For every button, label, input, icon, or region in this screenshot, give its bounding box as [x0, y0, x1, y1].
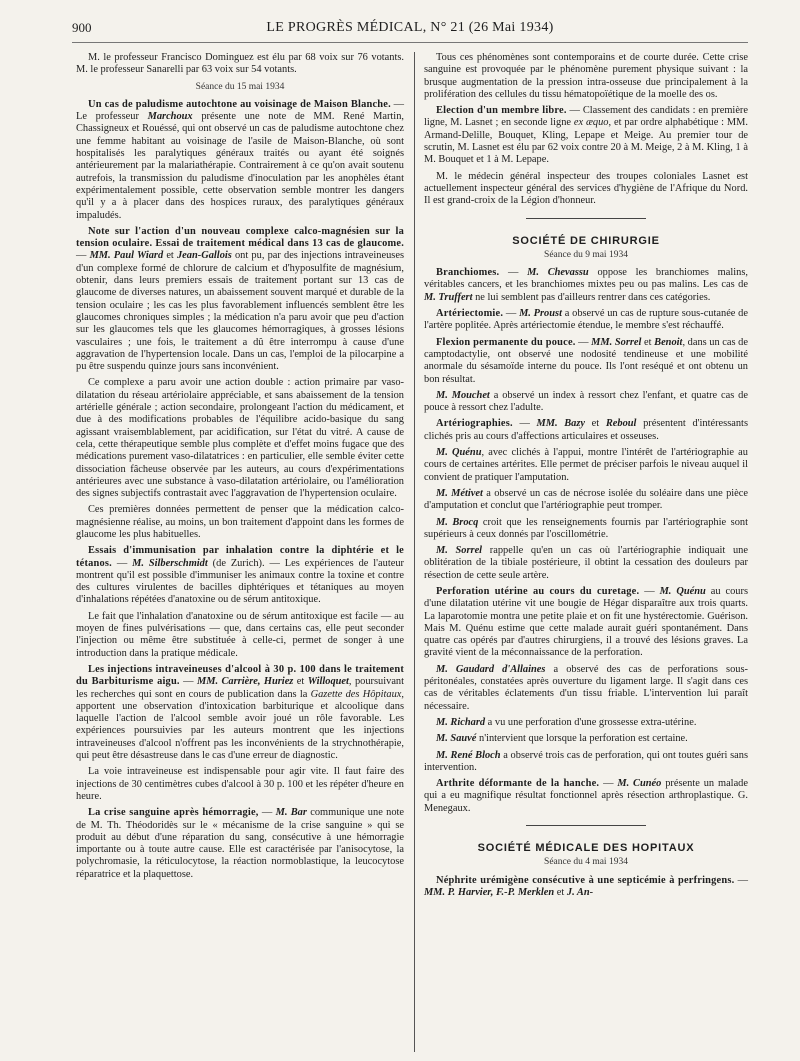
article-branchiomes: Branchiomes. — M. Chevassu oppose les branchiomes malins, véritables cancers, et les branchiomes mixtes peu ou pas malins. Les cas de M. Truffert ne lui semblent pas d'ailleurs rentrer dans ces catégories.: [424, 267, 748, 303]
page-header: [72, 20, 748, 42]
author: MM. Paul Wiard: [89, 250, 164, 262]
article-arteriographies: Artériographies. — MM. Bazy et Reboul présentent d'intéressants clichés pris au cours d'affections articulaires et osseuses.: [424, 418, 748, 442]
paragraph: M. Sauvé n'intervient que lorsque la perforation est certaine.: [436, 733, 688, 745]
article-crise-sanguine: La crise sanguine après hémorragie, — M. Bar communique une note de M. Th. Théodoridès sur le « mécanisme de la crise sanguine » qui se produit au début d'une réparation du sang, consécutive à une hémorragie importante ou à toute autre cause. Elle est caractérisée par l'anisocytose, la polychromasie, la réticulocytose, la réaction normoblastique, la leucocytose réparatrice et la plaquettose.: [76, 807, 405, 880]
right-column: [424, 52, 748, 903]
signature: G. Menegaux.: [424, 790, 748, 814]
journal-name: Gazette des Hôpitaux: [310, 688, 402, 700]
article-barbiturisme: Les injections intraveineuses d'alcool à 30 p. 100 dans le traitement du Barbiturisme aigu. — MM. Carrière, Huriez et Willoquet, poursuivant les recherches qui sont en cours de publication dans la Gazette des Hôpitaux, apportent une observation d'intoxication barbiturique et alcoolique dans laquelle l'action de l'alcool semble avoir joué un rôle favorable. Les expériences poursuivies par les auteurs montrent que les injections intraveineuses d'alcool n'offrent pas les inconvénients de la strychnothérapie, qui peut être désastreuse dans le cas d'une erreur de diagnostic.: [76, 663, 405, 762]
article-title: Branchiomes.: [436, 267, 500, 279]
article-paludisme: Un cas de paludisme autochtone au voisinage de Maison Blanche. — Le professeur Marchoux présente une note de MM. René Martin, Chassigneux et Rouéssé, qui ont observé un cas de paludisme autochtone chez une femme habitant au voisinage de l'asile de Maison-Blanche, où sont hospitalisés les paralytiques généraux traités ou ayant été soignés antérieurement par la malariathérapie. Contrairement à ce qu'on avait soutenu autrefois, la transmission du paludisme d'inoculation par les anophèles étant expérimentalement possible, cette observation semble montrer les dangers qu'il y a à placer dans des hospices ruraux, des paralytiques généraux impaludés.: [76, 98, 404, 221]
article-perforation: Perforation utérine au cours du curetage. — M. Quénu au cours d'une dilatation utérine vit une bougie de Hégar disparaître aux trois quarts. La laparotomie montra une petite plaie et on fit une hystérectomie. Guérison. Mais M. Quénu estime que cette malade aurait guéri spontanément. Dans quatre cas opérés par d'autres chirurgiens, il a trouvé des lésions graves. La gravité vient de la méconnaissance de la perforation.: [424, 585, 748, 659]
author: Reboul: [605, 418, 637, 430]
article-title: Perforation utérine au cours du curetage.: [436, 585, 640, 597]
author: Jean-Gallois: [176, 250, 232, 262]
society-heading-chirurgie: SOCIÉTÉ DE CHIRURGIE: [512, 234, 660, 247]
article-nephrite: Néphrite urémigène consécutive à une septicémie à perfringens. — MM. P. Harvier, F.-P. Merklen et J. An-: [424, 874, 748, 898]
author: M. Quénu: [436, 447, 482, 459]
session-date: Séance du 15 mai 1934: [195, 81, 285, 92]
header-rule: [72, 42, 748, 43]
author: M. Bar: [275, 807, 307, 819]
paragraph: M. Richard a vu une perforation d'une grossesse extra-utérine.: [436, 716, 697, 728]
paragraph: M. Brocq croit que les renseignements fournis par l'artériographie sont supérieurs à ceux donnés par l'oscillométrie.: [424, 516, 748, 540]
article-title: Artériographies.: [436, 418, 513, 430]
section-rule: [526, 218, 646, 219]
paragraph: Le fait que l'inhalation d'anatoxine ou de sérum antitoxique est facile — au moyen de fines pulvérisations — que, dans certains cas, elle peut seconder l'injection ou même être substituée à celle-ci, permet de songer à une introduction dans la pratique médicale.: [76, 610, 404, 659]
running-title: LE PROGRÈS MÉDICAL, N° 21 (26 Mai 1934): [266, 20, 554, 35]
society-heading-hopitaux: SOCIÉTÉ MÉDICALE DES HOPITAUX: [477, 842, 695, 855]
paragraph: Ce complexe a paru avoir une action double : action primaire par vaso-dilatation du réseau artériolaire appréciable, et sans abaissement de la tension artérielle générale ; action secondaire, prolongeant l'action du médicament, et due à des modifications probables de l'équilibre acido-basique du sang agissant vraisemblablement, par acidification, sur l'état du vitré. A cause de cela, cette thérapeutique semble plus complète et d'effet moins fugace que des médications purement vaso-dilatatrices : en particulier, elle semble éviter cette dissociation fâcheuse observée par les auteurs, au cours d'expérimentations antérieures avec une substance à vaso-dilatation artériolaire, ou l'amélioration des signes subjectifs contrastait avec l'aggravation de l'hypertension oculaire.: [76, 377, 404, 500]
article-election: Election d'un membre libre. — Classement des candidats : en première ligne, M. Lasnet ; en seconde ligne ex æquo, et par ordre alphabétique : MM. Armand-Delille, Bouquet, Kling, Lepape et Meige. Au premier tour de scrutin, M. Lasnet est élu par 62 voix contre 20 à M. Meige, 2 à M. Kling, 1 à M. Bouquet et 1 à M. Lepape.: [424, 105, 749, 166]
author: M. Richard: [436, 716, 486, 728]
section-rule: [526, 825, 646, 826]
author: Benoit: [654, 336, 683, 348]
author: Willoquet: [307, 676, 349, 688]
article-title: La crise sanguine après hémorragie,: [88, 807, 259, 819]
author: MM. P. Harvier, F.-P. Merklen: [424, 886, 555, 898]
author: M. René Bloch: [436, 749, 501, 761]
paragraph: M. Sorrel rappelle qu'en un cas où l'artériographie indiquait une oblitération de la tibiale postérieure, il obtint la cessation des douleurs par résection de cette seule artère.: [424, 545, 748, 581]
author: M. Proust: [519, 308, 562, 320]
article-title: Les injections intraveineuses d'alcool à 30 p. 100 dans le traitement du Barbiturisme aigu.: [76, 663, 404, 688]
author: M. Sorrel: [436, 545, 483, 557]
paragraph: M. Gaudard d'Allaines a observé des cas de perforations sous-péritonéales, constatées après ouverture du ligament large. Il s'agit dans ces cas de véritables éclatements d'un tissu friable. L'intervention lui paraît nécessaire.: [424, 663, 748, 712]
author: M. Brocq: [436, 516, 479, 528]
article-title: Arthrite déformante de la hanche.: [436, 778, 600, 790]
session-date: Séance du 4 mai 1934: [544, 857, 628, 868]
column-divider: [414, 52, 415, 1052]
author: M. Mouchet: [436, 389, 490, 401]
author: M. Chevassu: [527, 267, 589, 279]
paragraph: Tous ces phénomènes sont contemporains et de courte durée. Cette crise sanguine est provoquée par le phénomène purement physique suivant : la brusque augmentation de la pression intra-osseuse due principalement à la prolifération des cellules du tissu hématopoïétique de la moelle des os.: [424, 52, 748, 100]
paragraph: La voie intraveineuse est indispensable pour agir vite. Il faut faire des injections de 30 centimètres cubes d'alcool à 30 p. 100 et les répéter d'heure en heure.: [76, 766, 404, 802]
paragraph: M. Métivet a observé un cas de nécrose isolée du soléaire dans une pièce d'amputation et conclut que l'artériographie peut tromper.: [424, 487, 749, 512]
article-title: Flexion permanente du pouce.: [436, 336, 576, 348]
author: MM. Carrière, Huriez: [197, 676, 294, 688]
author: M. Sauvé: [436, 733, 477, 745]
article-immunisation: Essais d'immunisation par inhalation contre la diphtérie et le tétanos. — M. Silberschmidt (de Zurich). — Les expériences de l'auteur montrent qu'il est possible d'immuniser les animaux contre la toxine et contre des cultures virulentes de bacilles diphtériques et tétaniques au moyen d'inhalations répétées d'anatoxine ou de sérum antitoxique.: [76, 545, 404, 606]
author: M. Gaudard d'Allaines: [436, 663, 546, 675]
paragraph: M. Mouchet a observé un index à ressort chez l'enfant, et quatre cas de pouce à ressort chez l'adulte.: [424, 389, 748, 414]
author: M. Silberschmidt: [132, 557, 208, 569]
election-results: M. le professeur Francisco Dominguez est élu par 68 voix sur 76 votants. M. le professeur Sanarelli par 63 voix sur 54 votants.: [76, 52, 404, 76]
article-title: Note sur l'action d'un nouveau complexe calco-magnésien sur la tension oculaire. Essai de traitement médical dans 13 cas de glaucome.: [76, 225, 404, 250]
article-arteriectomie: Artériectomie. — M. Proust a observé un cas de rupture sous-cutanée de l'artère poplitée. Après artériectomie étendue, le membre s'est réchauffé.: [424, 308, 748, 332]
article-flexion-pouce: Flexion permanente du pouce. — MM. Sorrel et Benoit, dans un cas de camptodactylie, ont observé une nodosité tendineuse et une mobilité anormale du sésamoïde interne du pouce. Ils l'ont reséqué et ont obtenu un bon résultat.: [424, 336, 748, 385]
paragraph: M. René Bloch a observé trois cas de perforation, qui ont toutes guéri sans intervention.: [424, 749, 748, 773]
article-title: Artériectomie.: [436, 308, 504, 320]
author: M. Quénu: [659, 585, 706, 597]
session-date: Séance du 9 mai 1934: [544, 249, 628, 260]
paragraph: M. le médecin général inspecteur des troupes coloniales Lasnet est actuellement inspecteur général des services d'hygiène de l'Afrique du Nord. Il est grand-croix de la Légion d'honneur.: [424, 170, 748, 207]
author: J. An-: [566, 886, 594, 898]
author: M. Cunéo: [617, 778, 662, 790]
article-glaucome: Note sur l'action d'un nouveau complexe calco-magnésien sur la tension oculaire. Essai de traitement médical dans 13 cas de glaucome. — MM. Paul Wiard et Jean-Gallois ont pu, par des injections intraveineuses d'un complexe formé de chlorure de calcium et d'hyposulfite de magnésium, obtenir, dans leurs premiers essais de traitement portant sur 13 cas de glaucome de diverses natures, un abaissement souvent marqué et durable de la tension oculaire ; les cas les plus favorablement influencés semblent être les glaucomes chroniques simples ; la médication n'a paru avoir que peu d'action sur les glaucomes tels que les glaucomes hémorragiques, à grosses lésions vasculaires ; une fois, le traitement a dû être interrompu à cause d'une aggravation de l'hypertension locale. Dans un cas, l'emploi de la pilocarpine a pu être suspendu quinze jours sans inconvénient.: [76, 225, 405, 373]
page-number: 900: [72, 20, 92, 35]
paragraph: M. Quénu, avec clichés à l'appui, montre l'intérêt de l'artériographie au cours de certaines artérites. Elle permet de préciser parfois le niveau auquel il convient de pratiquer l'amputation.: [424, 447, 748, 483]
author: MM. Bazy: [536, 418, 586, 430]
article-title: Néphrite urémigène consécutive à une septicémie à perfringens.: [436, 874, 735, 886]
article-arthrite: Arthrite déformante de la hanche. — M. Cunéo présente un malade qui a eu magnifique résultat fonctionnel après résection arthroplastique. G. Menegaux.: [424, 778, 748, 814]
author: M. Truffert: [424, 291, 473, 303]
author: MM. Sorrel: [591, 336, 642, 348]
author: M. Métivet: [436, 487, 483, 499]
paragraph: Ces premières données permettent de penser que la médication calco-magnésienne réalise, au moins, un bon traitement d'appoint dans les formes de glaucome les plus habituelles.: [76, 504, 404, 540]
article-title: Un cas de paludisme autochtone au voisinage de Maison Blanche.: [88, 98, 391, 110]
author: Marchoux: [147, 111, 193, 123]
article-title: Election d'un membre libre.: [436, 105, 567, 117]
left-column: [76, 52, 404, 885]
article-title: Essais d'immunisation par inhalation contre la diphtérie et le tétanos.: [76, 545, 404, 569]
